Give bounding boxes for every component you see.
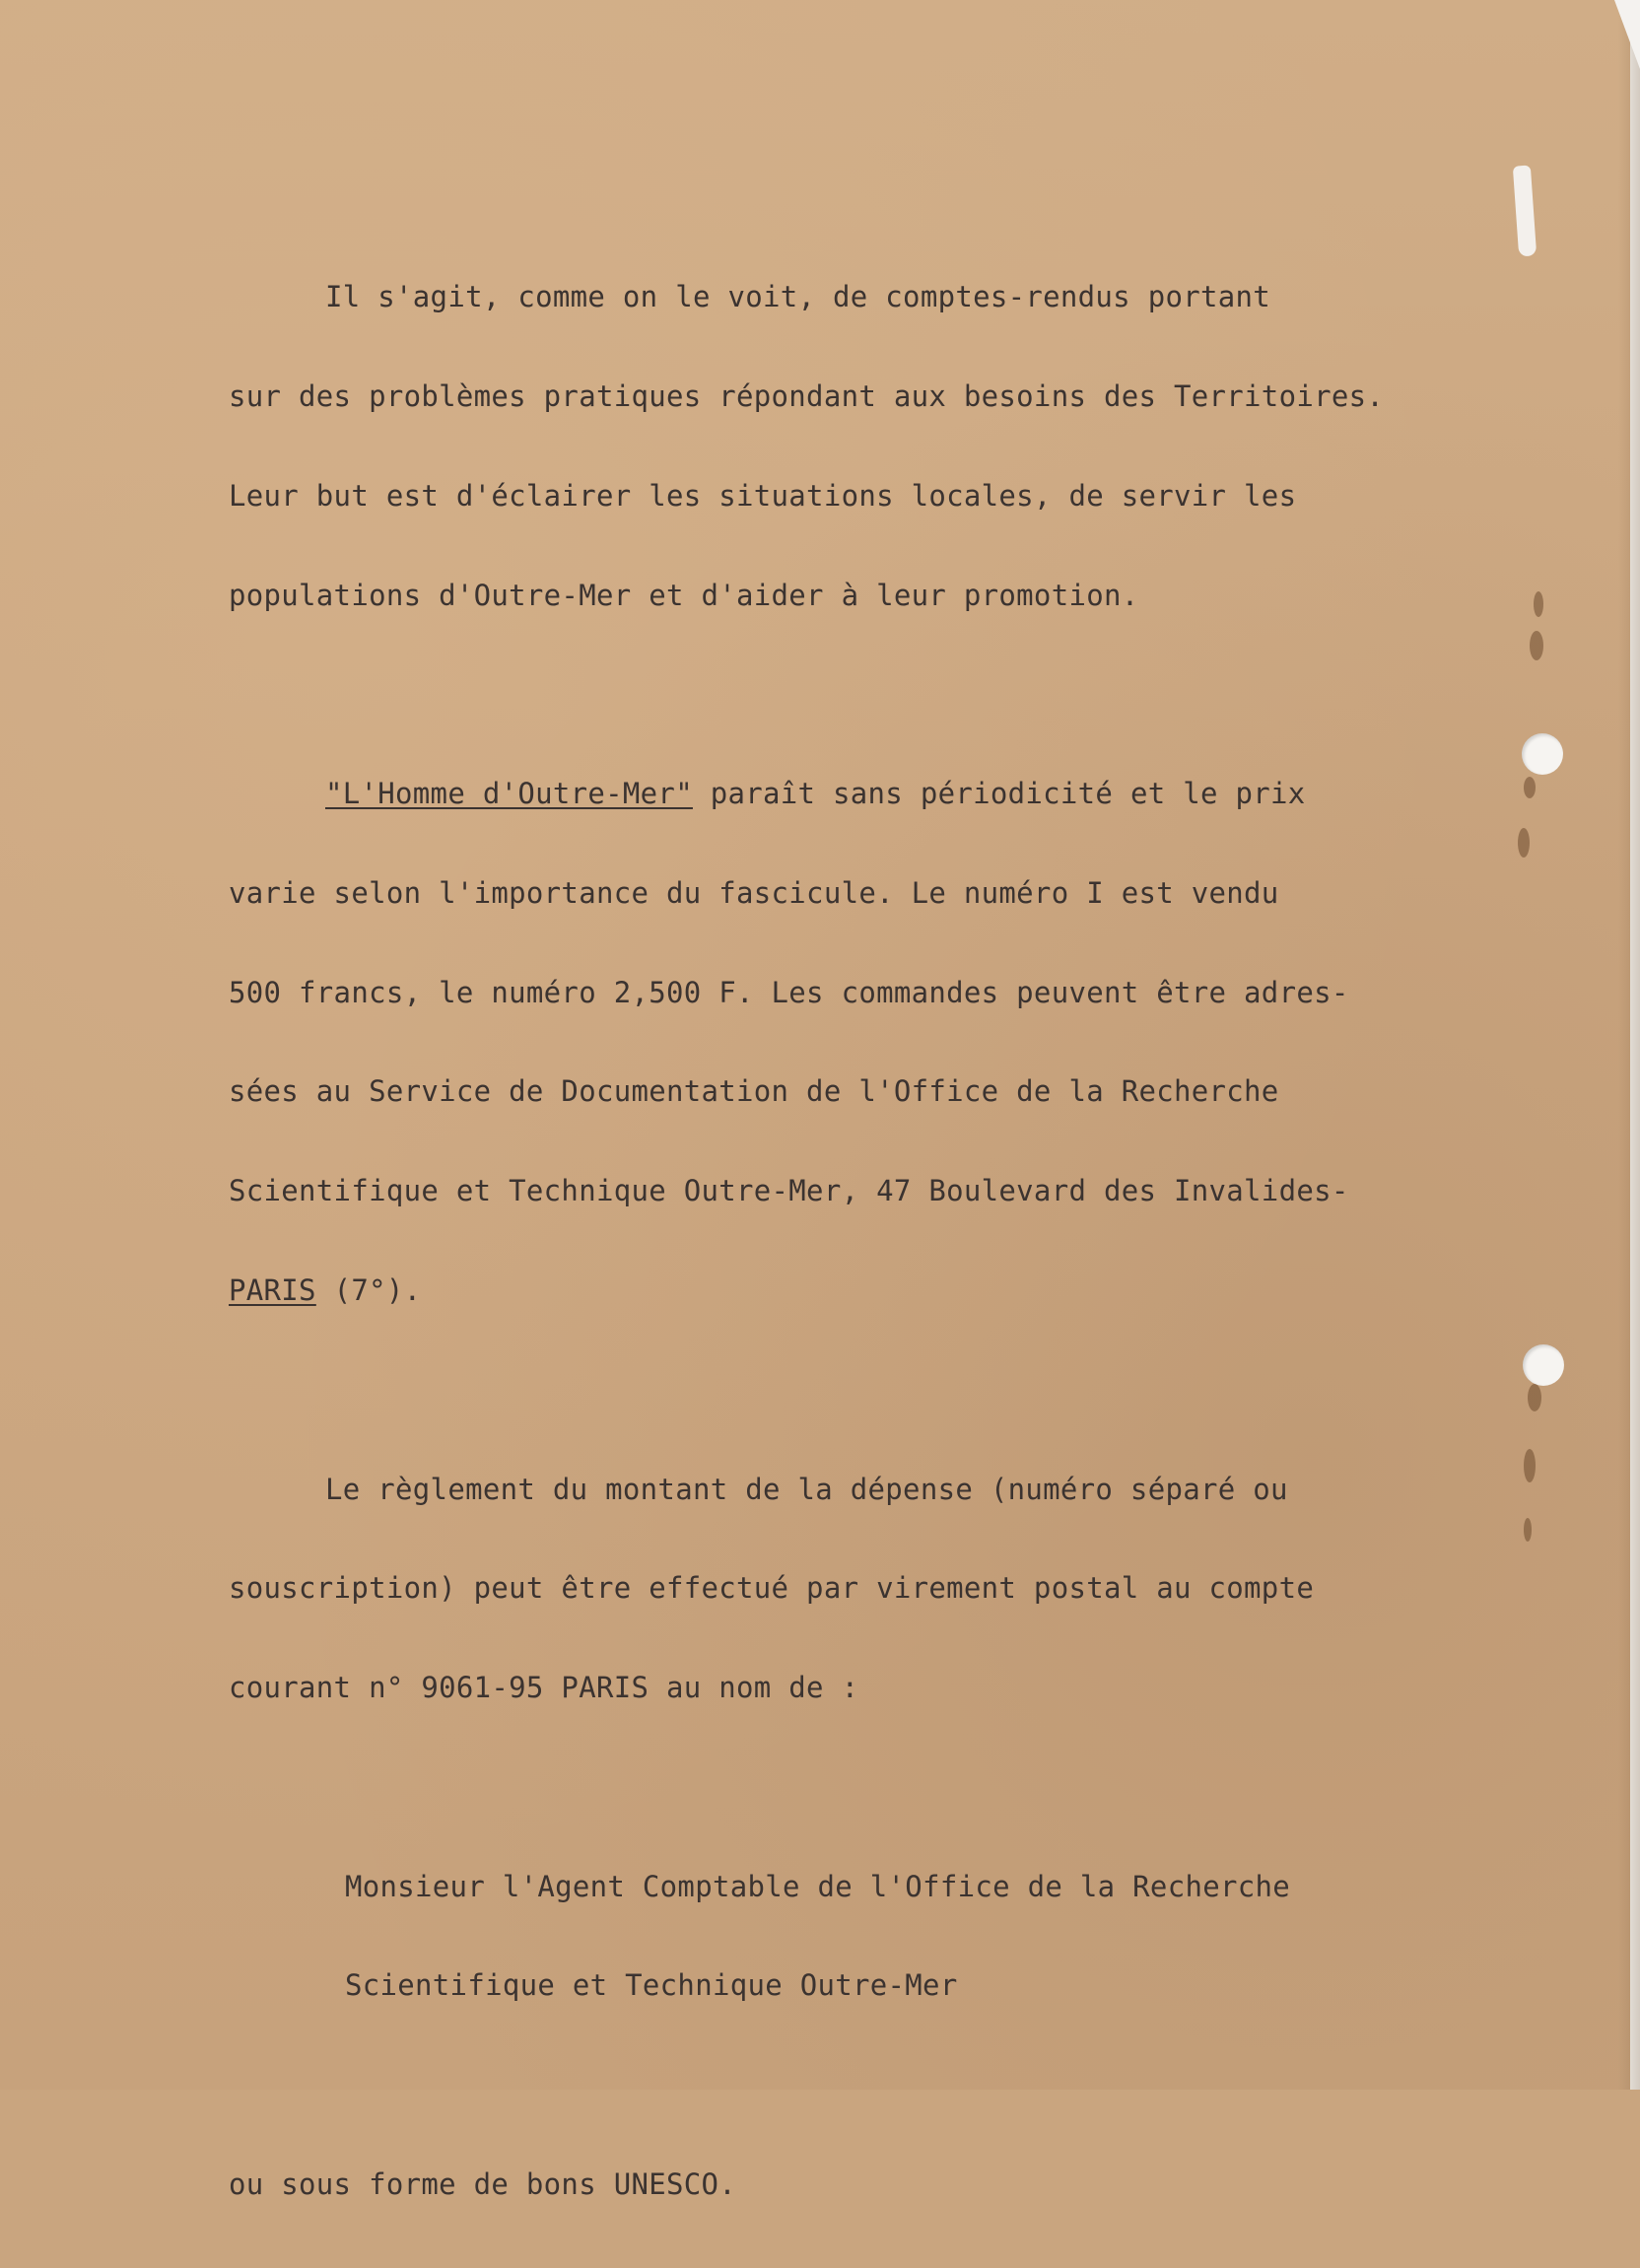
page-edge-shadow [1618, 0, 1640, 2090]
text-line: courant n° 9061-95 PARIS au nom de : [229, 1671, 859, 1705]
city-name: PARIS [229, 1273, 316, 1307]
page-corner-fold [1614, 0, 1640, 69]
text-line [229, 778, 1384, 811]
text-line: 500 francs, le numéro 2,500 F. Les commandes peuvent être adres- [229, 975, 1349, 1009]
addressee-line: Monsieur l'Agent Comptable de l'Office de la Recherche [345, 1869, 1291, 1903]
publication-title: "L'Homme d'Outre-Mer" [325, 777, 693, 811]
rust-stain [1524, 1518, 1532, 1542]
text-line: Le règlement du montant de la dépense (numéro séparé ou [325, 1472, 1288, 1506]
punch-hole-bottom [1523, 1344, 1564, 1386]
rust-stain [1518, 828, 1530, 858]
text-line: sées au Service de Documentation de l'Office de la Recherche [229, 1074, 1279, 1109]
text-line: Il s'agit, comme on le voit, de comptes-rendus portant [325, 280, 1271, 314]
text-line: Scientifique et Technique Outre-Mer, 47 Boulevard des Invalides- [229, 1174, 1349, 1208]
text-line: varie selon l'importance du fascicule. Le numéro I est vendu [229, 875, 1279, 910]
rust-stain [1524, 1449, 1536, 1482]
rust-stain [1534, 591, 1543, 617]
typed-text-body [229, 215, 1384, 2268]
addressee-line: Scientifique et Technique Outre-Mer [345, 1968, 958, 2003]
rust-stain [1528, 1384, 1541, 1411]
paper-tear [1513, 165, 1537, 256]
closing-line: ou sous forme de bons UNESCO. [229, 2167, 737, 2202]
rust-stain [1524, 777, 1536, 798]
text-line: sur des problèmes pratiques répondant aux besoins des Territoires. [229, 378, 1385, 413]
text-line: populations d'Outre-Mer et d'aider à leur promotion. [229, 578, 1139, 612]
text-line [229, 1274, 1384, 1308]
rust-stain [1530, 631, 1543, 660]
punch-hole-top [1522, 733, 1563, 775]
text-fragment: paraît sans périodicité et le prix [692, 777, 1306, 811]
text-line: souscription) peut être effectué par virement postal au compte [229, 1571, 1315, 1606]
text-fragment: (7°). [315, 1273, 422, 1307]
text-line: Leur but est d'éclairer les situations locales, de servir les [229, 478, 1297, 513]
